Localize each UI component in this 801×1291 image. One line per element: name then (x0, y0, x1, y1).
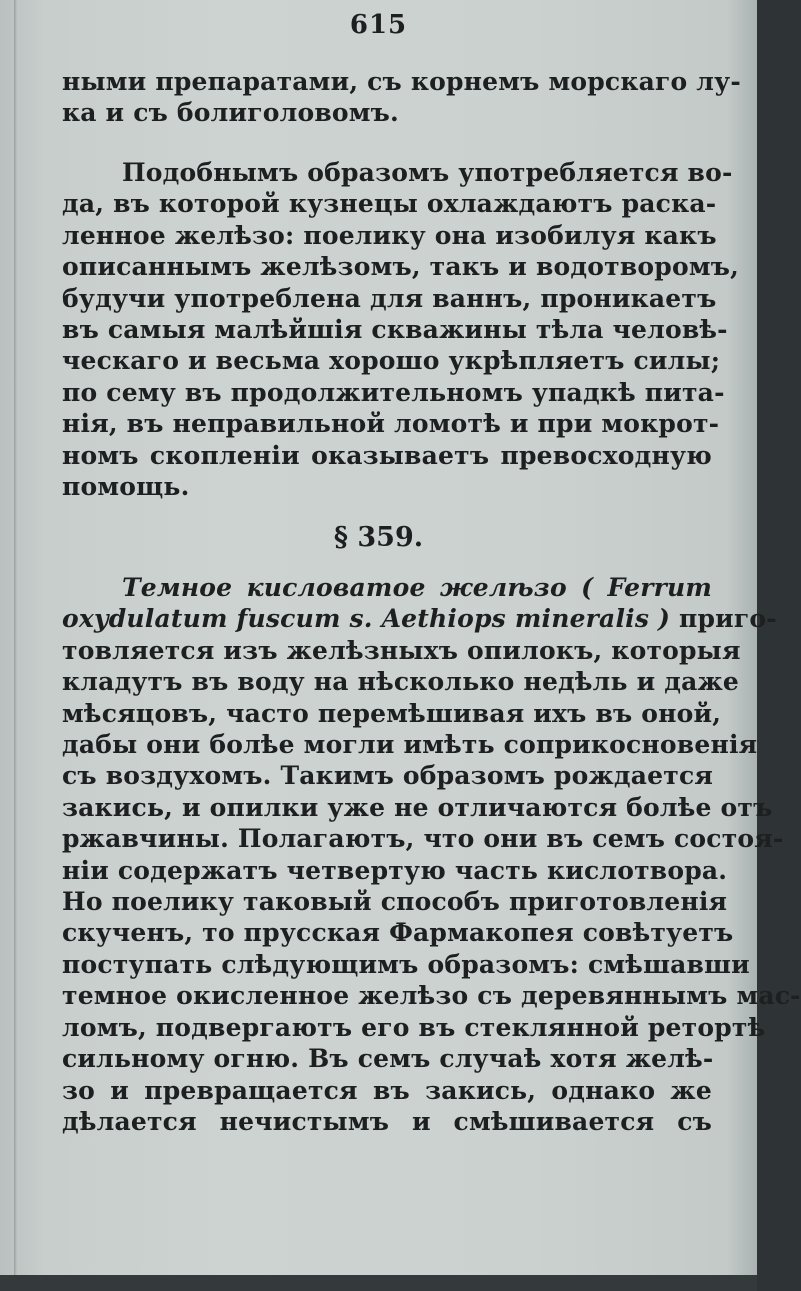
text-line: по сему въ продолжительномъ упадкѣ пита- (62, 377, 725, 407)
text-line: нія, въ неправильной ломотѣ и при мокрот- (62, 409, 720, 439)
text-line (62, 572, 712, 603)
paragraph-iron-oxide (62, 572, 801, 1137)
page-number: 615 (349, 10, 408, 40)
text-line: съ воздухомъ. Такимъ образомъ рождается (62, 761, 714, 791)
text-line: ными препаратами, съ корнемъ морскаго лу- (62, 67, 741, 96)
text-line: въ самыя малѣйшія скважины тѣла человѣ- (62, 315, 728, 345)
page-fold (14, 0, 17, 1275)
text-line: мѣсяцовъ, часто перемѣшивая ихъ въ оной, (62, 698, 722, 728)
text-line: ніи содержатъ четвертую часть кислотвора. (62, 855, 728, 885)
text-line: сильному огню. Въ семъ случаѣ хотя желѣ- (62, 1044, 714, 1074)
text-line: дѣлается нечистымъ и смѣшивается съ (62, 1106, 712, 1136)
text-line: поступать слѣдующимъ образомъ: смѣшавши (62, 949, 750, 979)
paragraph-water (62, 157, 740, 502)
text-line: будучи употреблена для ваннъ, проникаетъ (62, 283, 717, 313)
text-line: закись, и опилки уже не отличаются болѣе отъ (62, 792, 773, 822)
section-heading: § 359. (333, 522, 424, 553)
text-line: дабы они болѣе могли имѣть соприкосновенія (62, 730, 758, 760)
text-fragment: приго- (678, 604, 777, 634)
text-line (62, 603, 777, 634)
text-line: номъ скопленіи оказываетъ превосходную (62, 440, 712, 470)
text-line: товляется изъ желѣзныхъ опилокъ, которыя (62, 635, 741, 665)
paragraph-continuation (62, 66, 741, 129)
text-line: ческаго и весьма хорошо укрѣпляетъ силы; (62, 346, 721, 376)
text-line: ка и съ болиголовомъ. (62, 98, 399, 128)
term-latin-open: ( Ferrum (581, 573, 712, 602)
text-line: ленное желѣзо: поелику она изобилуя какъ (62, 220, 717, 250)
text-line: скученъ, то прусская Фармакопея совѣтуетъ (62, 918, 734, 948)
term-latin: oxydulatum fuscum s. Aethiops mineralis ) (62, 604, 671, 634)
text-line: Подобнымъ образомъ употребляется во- (122, 158, 733, 187)
text-line: кладутъ въ воду на нѣсколько недѣль и даже (62, 667, 740, 697)
text-line: темное окисленное желѣзо съ деревяннымъ мас- (62, 981, 801, 1011)
text-line: Но поелику таковый способъ приготовленія (62, 887, 728, 917)
term-russian: Темное кисловатое желѣзо (122, 573, 567, 602)
text-line: да, въ которой кузнецы охлаждаютъ раска- (62, 189, 717, 219)
text-line: зо и превращается въ закись, однако же (62, 1075, 712, 1105)
text-line: описаннымъ желѣзомъ, такъ и водотворомъ, (62, 252, 740, 282)
scanner-background (0, 1275, 757, 1291)
text-line: ржавчины. Полагаютъ, что они въ семъ состоя- (62, 824, 784, 854)
text-line: ломъ, подвергаютъ его въ стеклянной ретортѣ (62, 1012, 766, 1042)
text-line: помощь. (62, 472, 190, 502)
